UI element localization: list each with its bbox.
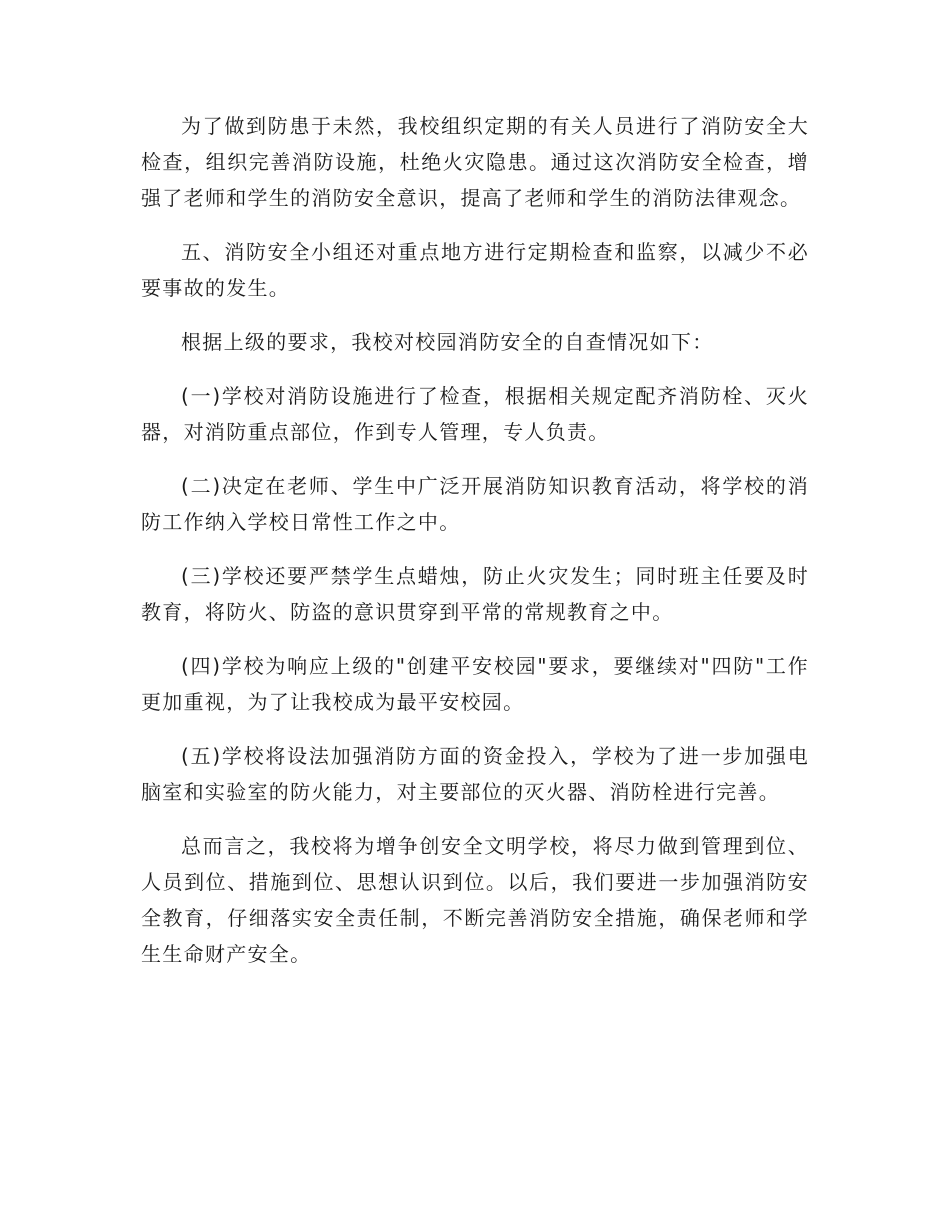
paragraph-point-three: (三)学校还要严禁学生点蜡烛，防止火灾发生；同时班主任要及时教育，将防火、防盗的意识贯穿到平常的常规教育之中。 bbox=[141, 564, 809, 624]
paragraph-conclusion: 总而言之，我校将为增争创安全文明学校，将尽力做到管理到位、人员到位、措施到位、思想认识到位。以后，我们要进一步加强消防安全教育，仔细落实安全责任制，不断完善消防安全措施，确保老师和学生生命财产安全。 bbox=[141, 834, 809, 966]
document-body bbox=[141, 108, 809, 990]
paragraph-point-four: (四)学校为响应上级的"创建平安校园"要求，要继续对"四防"工作更加重视，为了让我校成为最平安校园。 bbox=[141, 654, 809, 714]
paragraph-item-five: 五、消防安全小组还对重点地方进行定期检查和监察，以减少不必要事故的发生。 bbox=[141, 240, 809, 300]
paragraph-self-check-intro: 根据上级的要求，我校对校园消防安全的自查情况如下： bbox=[181, 330, 714, 354]
paragraph-inspection-summary: 为了做到防患于未然，我校组织定期的有关人员进行了消防安全大检查，组织完善消防设施，杜绝火灾隐患。通过这次消防安全检查，增强了老师和学生的消防安全意识，提高了老师和学生的消防法律观念。 bbox=[141, 114, 809, 210]
paragraph-point-one: (一)学校对消防设施进行了检查，根据相关规定配齐消防栓、灭火器，对消防重点部位，作到专人管理，专人负责。 bbox=[141, 384, 809, 444]
paragraph-point-five: (五)学校将设法加强消防方面的资金投入，学校为了进一步加强电脑室和实验室的防火能力，对主要部位的灭火器、消防栓进行完善。 bbox=[141, 744, 809, 804]
paragraph-point-two: (二)决定在老师、学生中广泛开展消防知识教育活动，将学校的消防工作纳入学校日常性工作之中。 bbox=[141, 474, 809, 534]
